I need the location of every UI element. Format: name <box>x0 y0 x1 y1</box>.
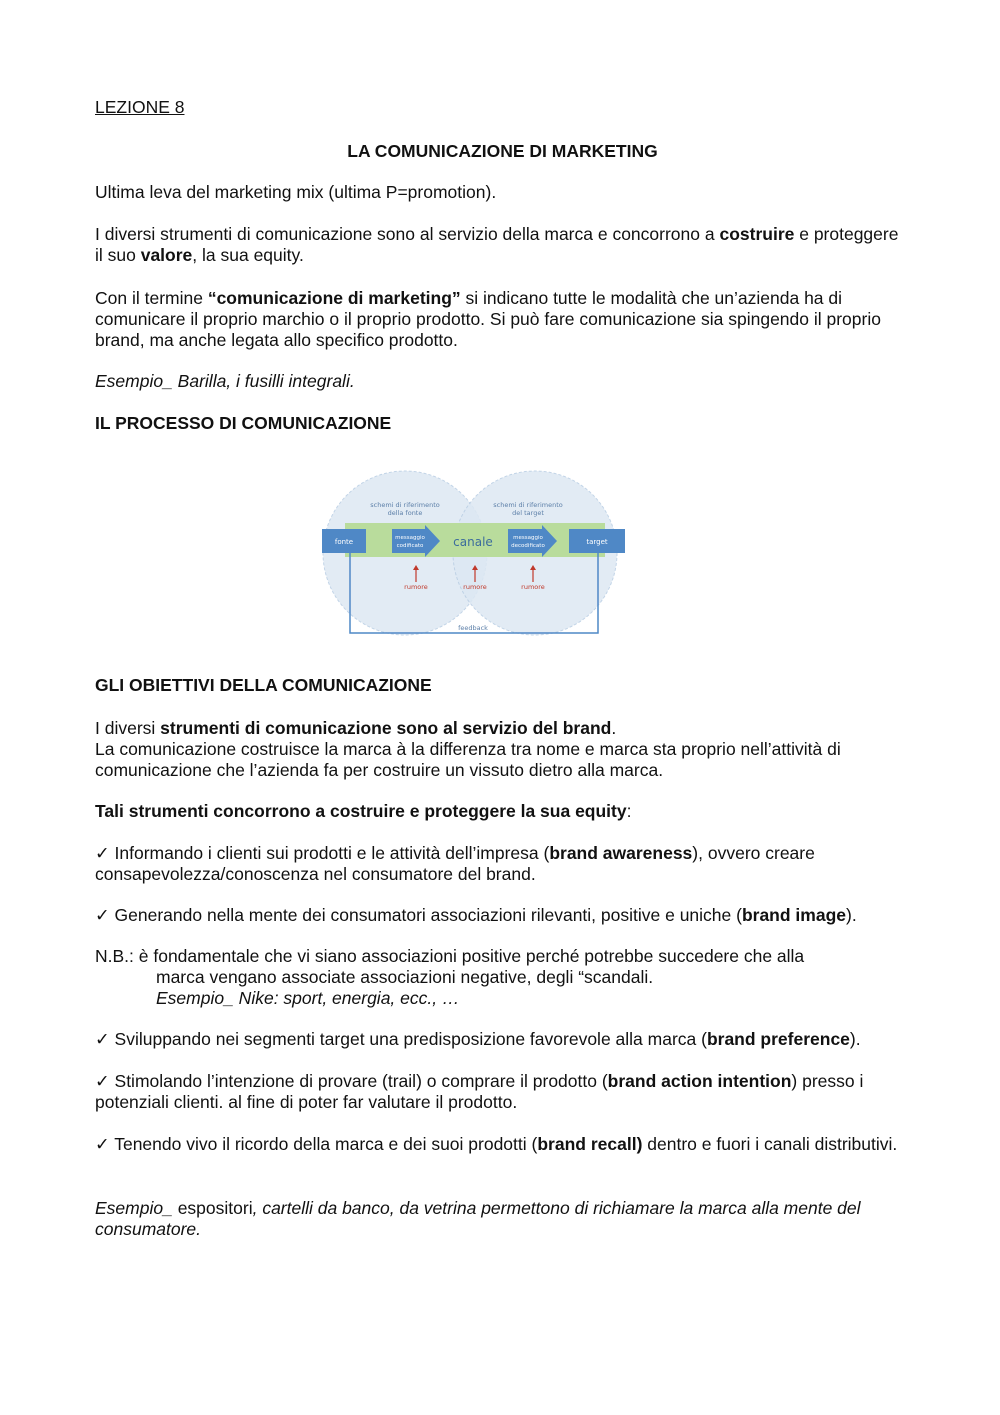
example-displays: Esempio_ espositori, cartelli da banco, da vetrina permettono di richiamare la marca alla mente del consumatore. <box>95 1198 861 1239</box>
check-item-action-intention: ✓ Stimolando l’intenzione di provare (trail) o comprare il prodotto (brand action intention) presso i potenziali clienti. al fine di poter far valutare il prodotto. <box>95 1071 864 1112</box>
example-barilla: Esempio_ Barilla, i fusilli integrali. <box>95 371 355 391</box>
encoded-label-2: codificato <box>396 543 424 549</box>
source-label: fonte <box>334 538 354 546</box>
source-frame-label-2: della fonte <box>387 509 423 517</box>
paragraph-tools: I diversi strumenti di comunicazione sono al servizio della marca e concorrono a costruire e proteggere il suo valore, la sua equity. <box>95 224 899 265</box>
check-item-awareness: ✓ Informando i clienti sui prodotti e le attività dell’impresa (brand awareness), ovvero creare consapevolezza/conoscenza nel consumatore del brand. <box>95 843 815 884</box>
noise-label-1: rumore <box>404 583 428 591</box>
nb-note: N.B.: è fondamentale che vi siano associazioni positive perché potrebbe succedere che alla marca vengano associate associazioni negative, degli “scandali. Esempio_ Nike: sport, energia, ecc., … <box>95 946 805 1008</box>
check-item-recall: ✓ Tenendo vivo il ricordo della marca e dei suoi prodotti (brand recall) dentro e fuori i canali distributivi. <box>95 1134 898 1154</box>
noise-label-2: rumore <box>463 583 487 591</box>
target-frame-label-1: schemi di riferimento <box>493 501 563 509</box>
channel-label: canale <box>453 535 493 549</box>
paragraph-equity: Tali strumenti concorrono a costruire e proteggere la sua equity: <box>95 801 632 821</box>
paragraph-brand-tools: I diversi strumenti di comunicazione sono al servizio del brand. La comunicazione costruisce la marca à la differenza tra nome e marca sta proprio nell’attività di comunicazione che l’azienda fa per costruire un vissuto dietro alla marca. <box>95 718 841 780</box>
heading-objectives: GLI OBIETTIVI DELLA COMUNICAZIONE <box>95 675 432 695</box>
target-label: target <box>586 538 608 546</box>
target-frame-label-2: del target <box>512 509 544 517</box>
source-frame-label-1: schemi di riferimento <box>370 501 440 509</box>
check-item-preference: ✓ Sviluppando nei segmenti target una predisposizione favorevole alla marca (brand preference). <box>95 1029 861 1049</box>
decoded-label-2: decodificato <box>511 543 545 549</box>
page-title: LA COMUNICAZIONE DI MARKETING <box>347 141 658 161</box>
heading-process: IL PROCESSO DI COMUNICAZIONE <box>95 413 392 433</box>
check-item-image: ✓ Generando nella mente dei consumatori associazioni rilevanti, positive e uniche (brand image). <box>95 905 857 925</box>
noise-label-3: rumore <box>521 583 545 591</box>
paragraph-definition: Con il termine “comunicazione di marketing” si indicano tutte le modalità che un’azienda ha di comunicare il proprio marchio o il proprio prodotto. Si può fare comunicazione sia spingendo il proprio brand, ma anche legata allo specifico prodotto. <box>95 288 881 350</box>
communication-process-diagram <box>310 465 635 640</box>
decoded-label-1: messaggio <box>513 535 543 541</box>
lesson-label: LEZIONE 8 <box>95 97 185 117</box>
feedback-label: feedback <box>458 624 488 632</box>
intro-paragraph: Ultima leva del marketing mix (ultima P=promotion). <box>95 182 497 202</box>
encoded-label-1: messaggio <box>395 535 425 541</box>
